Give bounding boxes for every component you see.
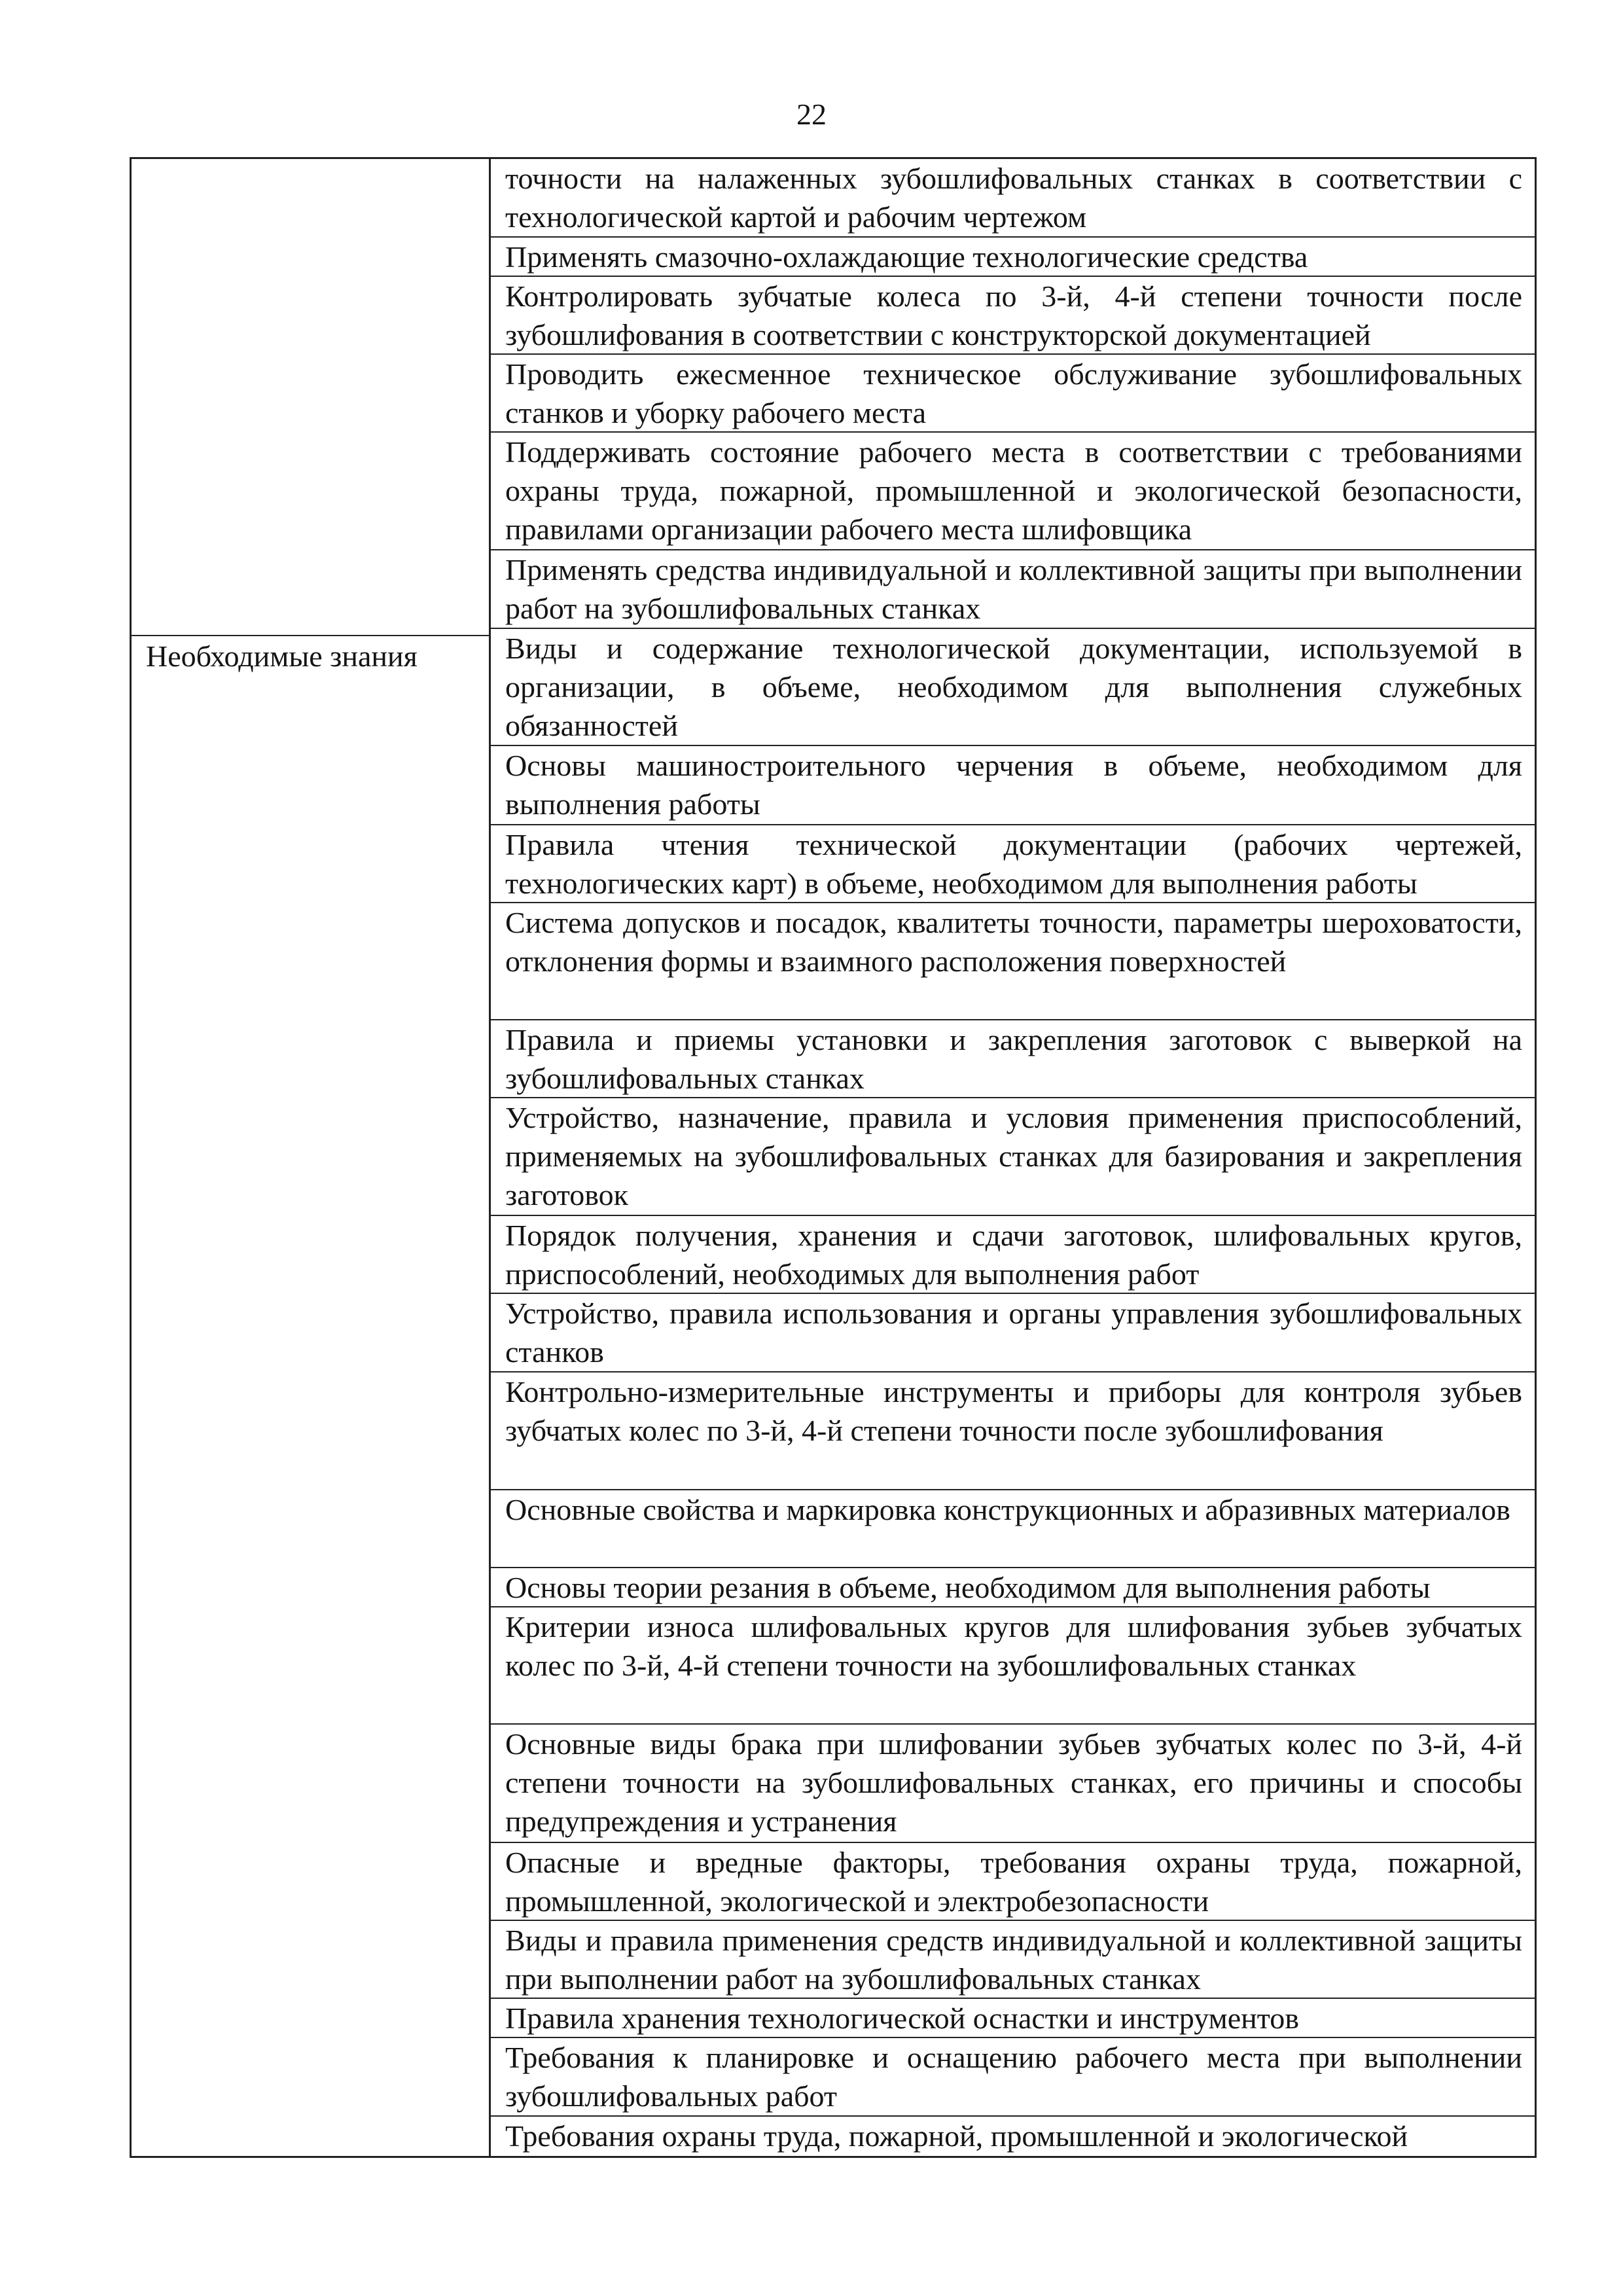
knowledge-row: Правила чтения технической документации (рабочих чертежей, технологических карт) в объеме, необходимом для выполнения работы <box>491 825 1537 903</box>
knowledge-row: Контрольно-измерительные инструменты и приборы для контроля зубьев зубчатых колес по 3-й, 4-й степени точности после зубошлифования <box>491 1372 1537 1490</box>
skill-row: Применять смазочно-охлаждающие технологические средства <box>491 238 1537 277</box>
page-number: 22 <box>796 98 827 131</box>
knowledge-row: Опасные и вредные факторы, требования охраны труда, пожарной, промышленной, экологической и электробезопасности <box>491 1843 1537 1921</box>
knowledge-row: Устройство, назначение, правила и условия применения приспособлений, применяемых на зубошлифовальных станках для базирования и закрепления заготовок <box>491 1098 1537 1216</box>
skill-row: точности на налаженных зубошлифовальных станках в соответствии с технологической картой и рабочим чертежом <box>491 159 1537 238</box>
knowledge-row: Система допусков и посадок, квалитеты точности, параметры шероховатости, отклонения формы и взаимного расположения поверхностей <box>491 903 1537 1020</box>
knowledge-row: Правила хранения технологической оснастки и инструментов <box>491 1999 1537 2038</box>
knowledge-section-label: Необходимые знания <box>146 639 418 673</box>
knowledge-row: Устройство, правила использования и органы управления зубошлифовальных станков <box>491 1294 1537 1372</box>
table-left-column <box>132 159 491 2156</box>
knowledge-row: Виды и содержание технологической документации, используемой в организации, в объеме, необходимом для выполнения служебных обязанностей <box>491 629 1537 746</box>
skill-row: Поддерживать состояние рабочего места в соответствии с требованиями охраны труда, пожарной, промышленной и экологической безопасности, правилами организации рабочего места шлифовщика <box>491 433 1537 550</box>
skill-row: Применять средства индивидуальной и коллективной защиты при выполнении работ на зубошлифовальных станках <box>491 550 1537 629</box>
knowledge-row: Основы машиностроительного черчения в объеме, необходимом для выполнения работы <box>491 746 1537 825</box>
skill-row: Контролировать зубчатые колеса по 3-й, 4-й степени точности после зубошлифования в соответствии с конструкторской документацией <box>491 277 1537 355</box>
knowledge-row: Критерии износа шлифовальных кругов для шлифования зубьев зубчатых колес по 3-й, 4-й степени точности на зубошлифовальных станках <box>491 1607 1537 1725</box>
knowledge-row: Основные свойства и маркировка конструкционных и абразивных материалов <box>491 1490 1537 1568</box>
knowledge-row: Порядок получения, хранения и сдачи заготовок, шлифовальных кругов, приспособлений, необходимых для выполнения работ <box>491 1216 1537 1294</box>
knowledge-row: Требования к планировке и оснащению рабочего места при выполнении зубошлифовальных работ <box>491 2038 1537 2117</box>
knowledge-row: Виды и правила применения средств индивидуальной и коллективной защиты при выполнении работ на зубошлифовальных станках <box>491 1921 1537 1999</box>
knowledge-row: Правила и приемы установки и закрепления заготовок с выверкой на зубошлифовальных станках <box>491 1020 1537 1098</box>
knowledge-row: Основы теории резания в объеме, необходимом для выполнения работы <box>491 1568 1537 1607</box>
skill-row: Проводить ежесменное техническое обслуживание зубошлифовальных станков и уборку рабочего места <box>491 355 1537 433</box>
knowledge-row: Основные виды брака при шлифовании зубьев зубчатых колес по 3-й, 4-й степени точности на зубошлифовальных станках, его причины и способы предупреждения и устранения <box>491 1725 1537 1843</box>
knowledge-row: Требования охраны труда, пожарной, промышленной и экологической <box>505 2119 1408 2153</box>
table-right-column <box>491 159 1537 2156</box>
requirements-table <box>130 157 1537 2158</box>
section-divider <box>132 635 489 636</box>
